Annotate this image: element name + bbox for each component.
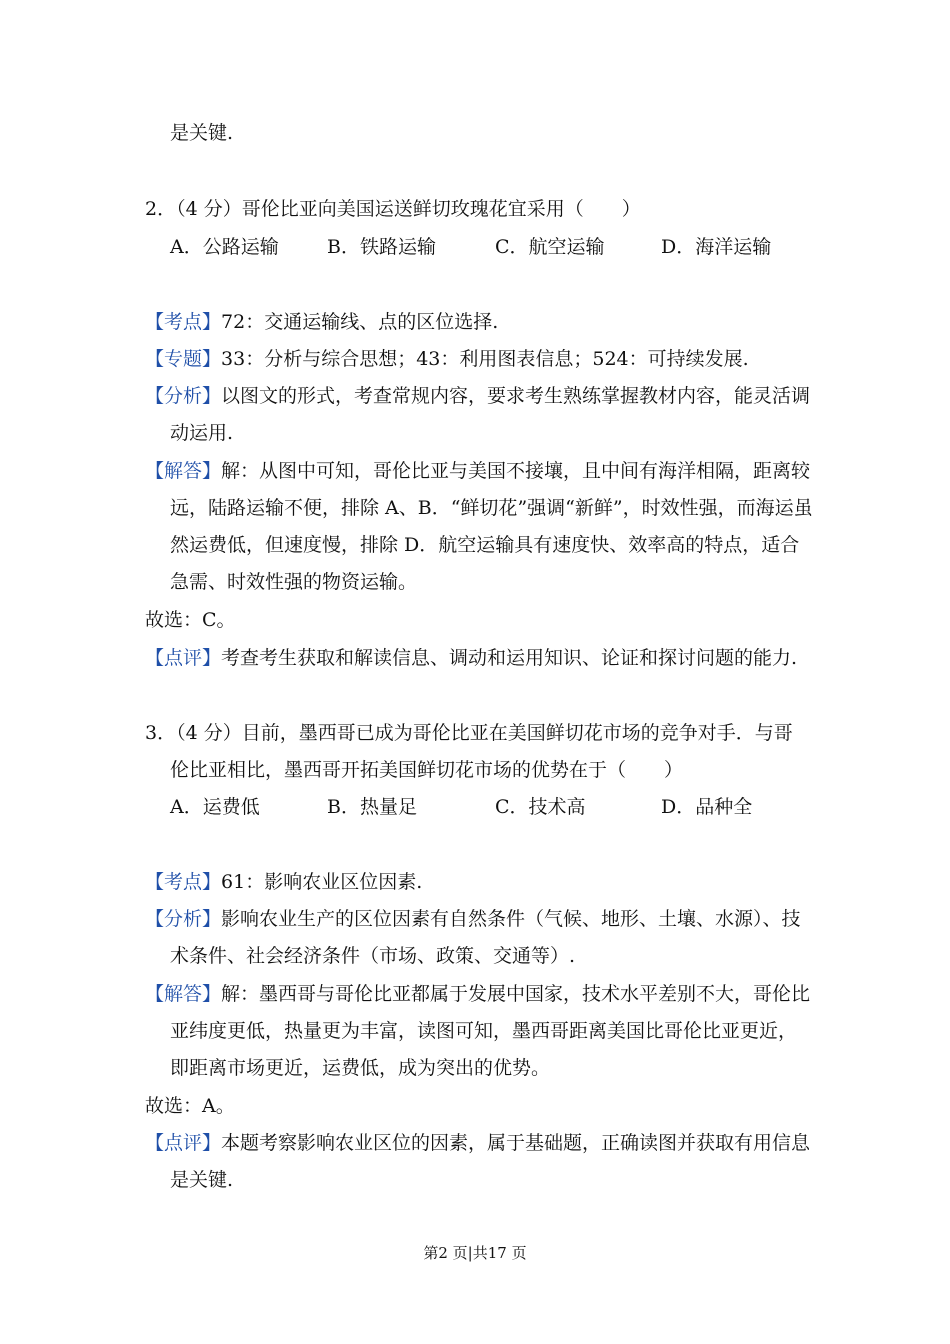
page-footer: 第2 页|共17 页 bbox=[423, 1244, 527, 1262]
q2-fenxi-line-2: 动运用. bbox=[170, 422, 234, 444]
q2-jieda-line-1: 解：从图中可知，哥伦比亚与美国不接壤，且中间有海洋相隔，距离较 bbox=[221, 460, 811, 482]
q3-fenxi bbox=[145, 907, 801, 931]
q3-dianping-line-2: 是关键. bbox=[170, 1169, 234, 1191]
q3-option-d: D．品种全 bbox=[661, 796, 753, 818]
q2-option-c: C．航空运输 bbox=[495, 236, 605, 258]
q2-fenxi bbox=[145, 384, 810, 408]
q3-jieda-tag: 【解答】 bbox=[145, 983, 222, 1005]
q3-option-b: B．热量足 bbox=[327, 796, 417, 818]
q2-zhuanti-text: 33：分析与综合思想；43：利用图表信息；524：可持续发展. bbox=[221, 348, 749, 370]
q2-zhuanti-tag: 【专题】 bbox=[145, 348, 222, 370]
q3-fenxi-line-2: 术条件、社会经济条件（市场、政策、交通等）. bbox=[170, 945, 576, 967]
q2-jieda bbox=[145, 459, 810, 483]
q2-zhuanti bbox=[145, 347, 749, 371]
q2-stem: 2．（4 分）哥伦比亚向美国运送鲜切玫瑰花宜采用（ ） bbox=[145, 198, 641, 220]
q2-kaodian-tag: 【考点】 bbox=[145, 311, 222, 333]
q3-stem-line-2: 伦比亚相比，墨西哥开拓美国鲜切花市场的优势在于（ ） bbox=[170, 759, 684, 781]
q3-jieda-line-1: 解：墨西哥与哥伦比亚都属于发展中国家，技术水平差别不大，哥伦比 bbox=[221, 983, 811, 1005]
q2-kaodian-text: 72：交通运输线、点的区位选择. bbox=[221, 311, 499, 333]
q2-option-a: A．公路运输 bbox=[170, 236, 279, 258]
q3-option-a: A．运费低 bbox=[170, 796, 260, 818]
q3-options bbox=[170, 795, 810, 819]
q3-answer: 故选：A。 bbox=[145, 1095, 235, 1117]
q2-jieda-line-2: 远，陆路运输不便，排除 A、B．“鲜切花”强调“新鲜”，时效性强，而海运虽 bbox=[170, 497, 813, 519]
q2-jieda-tag: 【解答】 bbox=[145, 460, 222, 482]
q2-fenxi-tag: 【分析】 bbox=[145, 385, 222, 407]
top-continuation: 是关键. bbox=[170, 122, 234, 144]
q3-stem-line-1: 3．（4 分）目前，墨西哥已成为哥伦比亚在美国鲜切花市场的竞争对手．与哥 bbox=[145, 722, 793, 744]
q2-dianping-tag: 【点评】 bbox=[145, 647, 222, 669]
q3-option-c: C．技术高 bbox=[495, 796, 586, 818]
q3-dianping-tag: 【点评】 bbox=[145, 1132, 222, 1154]
q3-kaodian-tag: 【考点】 bbox=[145, 871, 222, 893]
q3-kaodian bbox=[145, 870, 422, 894]
q2-kaodian bbox=[145, 310, 498, 334]
q3-dianping-line-1: 本题考察影响农业区位的因素，属于基础题，正确读图并获取有用信息 bbox=[221, 1132, 811, 1154]
q2-answer: 故选：C。 bbox=[145, 609, 236, 631]
q3-fenxi-line-1: 影响农业生产的区位因素有自然条件（气候、地形、土壤、水源）、技 bbox=[221, 908, 801, 930]
q3-jieda-line-3: 即距离市场更近，运费低，成为突出的优势。 bbox=[170, 1057, 551, 1079]
q2-options bbox=[170, 235, 810, 259]
q3-dianping bbox=[145, 1131, 810, 1155]
q3-jieda-line-2: 亚纬度更低，热量更为丰富，读图可知，墨西哥距离美国比哥伦比亚更近， bbox=[170, 1020, 798, 1042]
q2-jieda-line-3: 然运费低，但速度慢，排除 D．航空运输具有速度快、效率高的特点，适合 bbox=[170, 534, 800, 556]
q3-jieda bbox=[145, 982, 810, 1006]
q2-jieda-line-4: 急需、时效性强的物资运输。 bbox=[170, 571, 418, 593]
q2-dianping-text: 考查考生获取和解读信息、调动和运用知识、论证和探讨问题的能力. bbox=[221, 647, 798, 669]
q2-dianping bbox=[145, 646, 797, 670]
q2-fenxi-line-1: 以图文的形式，考查常规内容，要求考生熟练掌握教材内容，能灵活调 bbox=[221, 385, 811, 407]
q2-option-b: B．铁路运输 bbox=[327, 236, 436, 258]
q2-option-d: D．海洋运输 bbox=[661, 236, 772, 258]
q3-fenxi-tag: 【分析】 bbox=[145, 908, 222, 930]
q3-kaodian-text: 61：影响农业区位因素. bbox=[221, 871, 423, 893]
